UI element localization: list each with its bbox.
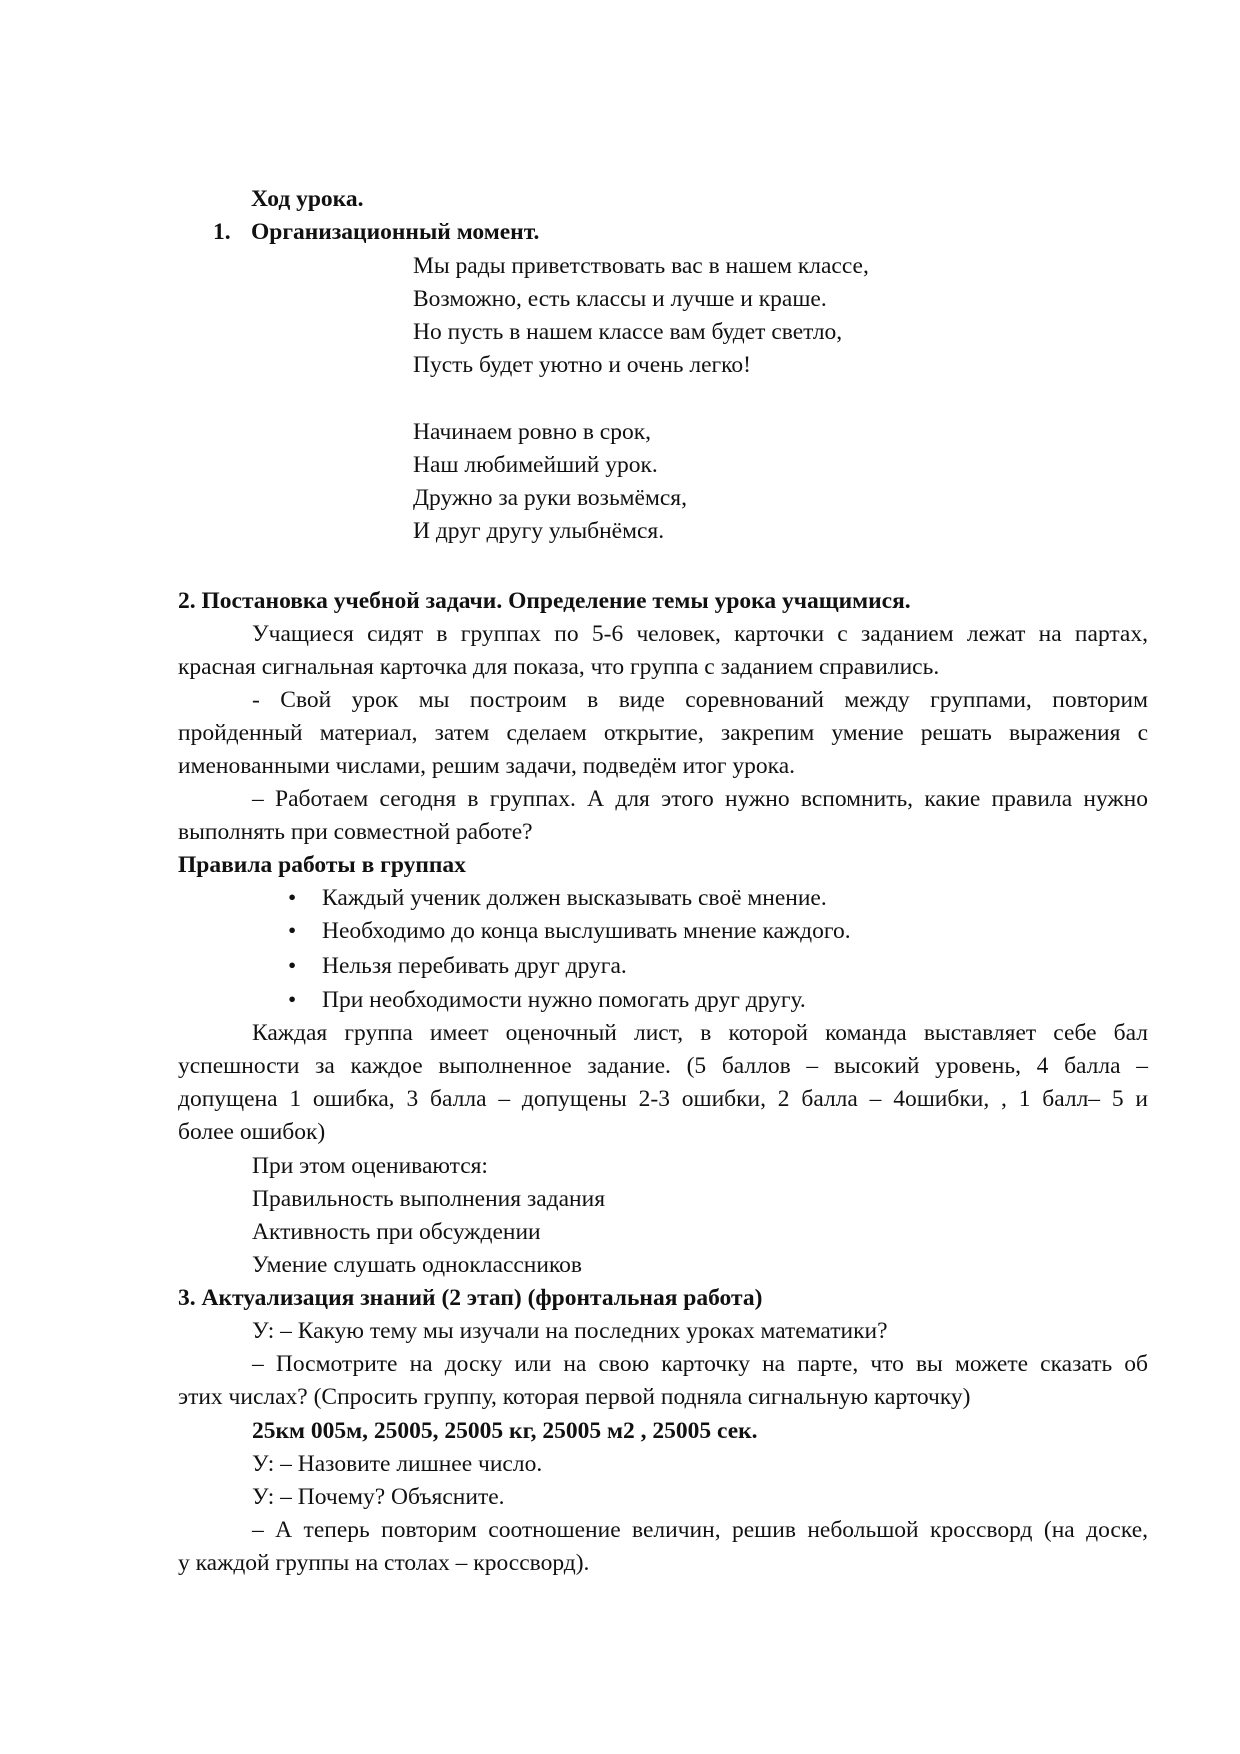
poem-line: Пусть будет уютно и очень легко! <box>413 352 751 378</box>
bullet-icon: • <box>288 885 297 911</box>
lesson-heading: Ход урока. <box>251 186 364 212</box>
poem-line: Но пусть в нашем классе вам будет светло, <box>413 319 843 345</box>
paragraph-line: выполнять при совместной работе? <box>178 819 533 845</box>
poem-stanza-2 <box>413 416 687 548</box>
criteria-line: При этом оцениваются: <box>252 1153 488 1179</box>
section2-title: 2. Постановка учебной задачи. Определение темы урока учащимися. <box>178 588 911 614</box>
poem-line: Дружно за руки возьмёмся, <box>413 485 687 511</box>
poem-line: Начинаем ровно в срок, <box>413 419 652 445</box>
section3-closing-paragraph <box>178 1514 1148 1580</box>
section1-number: 1. <box>213 219 231 245</box>
section2-body <box>178 618 1148 849</box>
paragraph-line: – Работаем сегодня в группах. А для этого нужно вспомнить, какие правила нужно <box>252 786 1148 812</box>
rules-title: Правила работы в группах <box>178 852 466 878</box>
criteria-line: Умение слушать одноклассников <box>252 1252 583 1278</box>
poem-stanza-1 <box>413 250 869 382</box>
paragraph-line: именованными числами, решим задачи, подведём итог урока. <box>178 753 796 779</box>
section1-title: Организационный момент. <box>251 219 540 245</box>
teacher-question: У: – Назовите лишнее число. <box>252 1451 543 1477</box>
paragraph-line: допущена 1 ошибка, 3 балла – допущены 2-3 ошибки, 2 балла – 4ошибки, , 1 балл– 5 и <box>178 1086 1148 1112</box>
poem-line: Наш любимейший урок. <box>413 452 658 478</box>
paragraph-line: более ошибок) <box>178 1119 326 1145</box>
bullet-icon: • <box>288 953 297 979</box>
paragraph-line: этих числах? (Спросить группу, которая первой подняла сигнальную карточку) <box>178 1384 971 1410</box>
poem-line: И друг другу улыбнёмся. <box>413 518 665 544</box>
scoring-paragraph <box>178 1017 1148 1149</box>
paragraph-line: Каждая группа имеет оценочный лист, в которой команда выставляет себе бал <box>252 1020 1148 1046</box>
section3-paragraph <box>178 1348 1148 1414</box>
poem-line: Возможно, есть классы и лучше и краше. <box>413 286 827 312</box>
teacher-question: У: – Почему? Объясните. <box>252 1484 505 1510</box>
rule-text: Необходимо до конца выслушивать мнение каждого. <box>322 918 851 944</box>
section3-title: 3. Актуализация знаний (2 этап) (фронтальная работа) <box>178 1285 763 1311</box>
bullet-icon: • <box>288 987 297 1013</box>
paragraph-line: у каждой группы на столах – кроссворд). <box>178 1550 590 1576</box>
paragraph-line: пройденный материал, затем сделаем открытие, закрепим умение решать выражения с <box>178 720 1148 746</box>
teacher-question: У: – Какую тему мы изучали на последних уроках математики? <box>252 1318 888 1344</box>
paragraph-line: – Посмотрите на доску или на свою карточку на парте, что вы можете сказать об <box>252 1351 1148 1377</box>
rule-text: При необходимости нужно помогать друг другу. <box>322 987 806 1013</box>
criteria-line: Правильность выполнения задания <box>252 1186 606 1212</box>
paragraph-line: – А теперь повторим соотношение величин, решив небольшой кроссворд (на доске, <box>252 1517 1148 1543</box>
paragraph-line: Учащиеся сидят в группах по 5-6 человек, карточки с заданием лежат на партах, <box>252 621 1148 647</box>
paragraph-line: красная сигнальная карточка для показа, что группа с заданием справились. <box>178 654 940 680</box>
bullet-icon: • <box>288 918 297 944</box>
rule-text: Нельзя перебивать друг друга. <box>322 953 627 979</box>
numbers-line: 25км 005м, 25005, 25005 кг, 25005 м2 , 25005 сек. <box>252 1418 758 1444</box>
criteria-list <box>252 1150 605 1282</box>
paragraph-line: - Свой урок мы построим в виде соревнований между группами, повторим <box>252 687 1148 713</box>
paragraph-line: успешности за каждое выполненное задание. (5 баллов – высокий уровень, 4 балла – <box>178 1053 1148 1079</box>
criteria-line: Активность при обсуждении <box>252 1219 541 1245</box>
rule-text: Каждый ученик должен высказывать своё мнение. <box>322 885 827 911</box>
poem-line: Мы рады приветствовать вас в нашем классе, <box>413 253 869 279</box>
